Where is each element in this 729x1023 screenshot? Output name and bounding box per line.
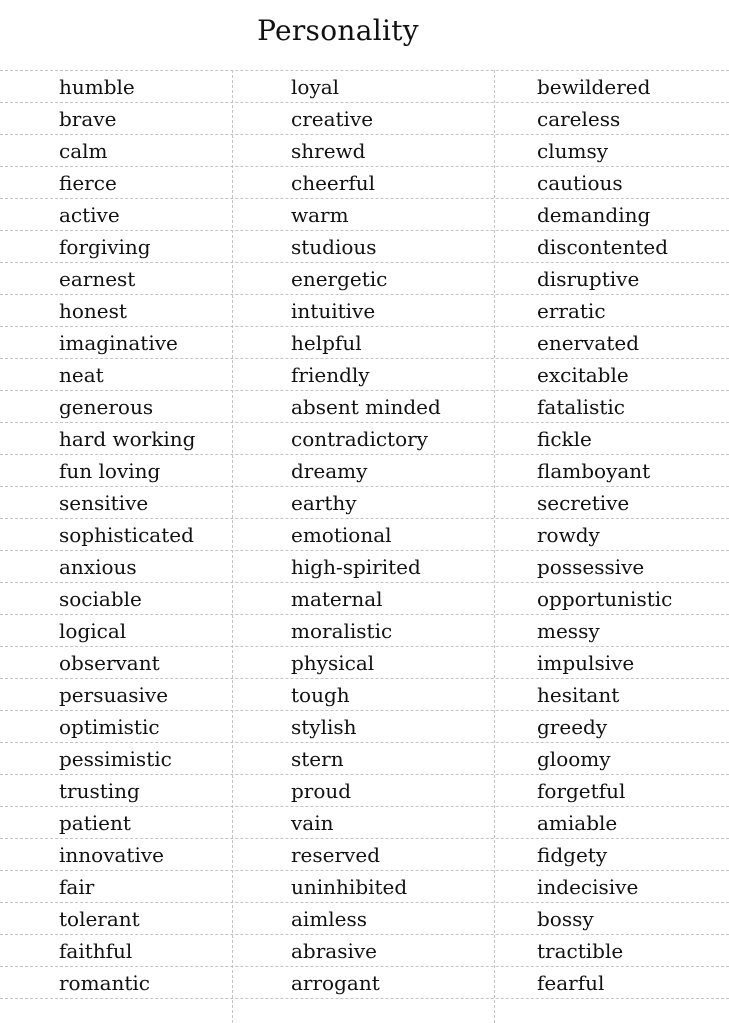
table-row [0,742,729,774]
trait-word: fierce [59,171,117,195]
table-row [0,358,729,390]
trait-word: abrasive [291,939,378,963]
trait-word: earthy [291,491,357,515]
trait-word: flamboyant [537,459,651,483]
table-row [0,806,729,838]
trait-word: possessive [537,555,645,579]
trait-word: opportunistic [537,587,673,611]
table-row [0,934,729,966]
table-row [0,582,729,614]
trait-word: fearful [537,971,605,995]
trait-word: faithful [59,939,133,963]
trait-word: tractible [537,939,624,963]
trait-word: fatalistic [537,395,625,419]
trait-word: arrogant [291,971,380,995]
trait-word: sensitive [59,491,149,515]
trait-word: neat [59,363,104,387]
table-row [0,102,729,134]
trait-word: rowdy [537,523,600,547]
trait-word: enervated [537,331,640,355]
table-row [0,902,729,934]
trait-word: pessimistic [59,747,172,771]
trait-word: clumsy [537,139,609,163]
trait-word: greedy [537,715,608,739]
trait-word: erratic [537,299,606,323]
trait-word: humble [59,75,135,99]
trait-word: discontented [537,235,669,259]
trait-word: hard working [59,427,196,451]
trait-word: shrewd [291,139,366,163]
table-row [0,838,729,870]
trait-word: physical [291,651,375,675]
trait-word: loyal [291,75,340,99]
trait-word: intuitive [291,299,376,323]
trait-word: forgiving [59,235,151,259]
table-row [0,774,729,806]
trait-word: logical [59,619,127,643]
table-row [0,198,729,230]
trait-word: bewildered [537,75,651,99]
table-row [0,262,729,294]
table-row [0,550,729,582]
table-row [0,486,729,518]
trait-word: hesitant [537,683,620,707]
trait-word: innovative [59,843,164,867]
table-row [0,454,729,486]
trait-word: contradictory [291,427,428,451]
trait-word: vain [291,811,334,835]
table-row [0,870,729,902]
trait-word: uninhibited [291,875,408,899]
trait-word: warm [291,203,349,227]
trait-word: forgetful [537,779,626,803]
table-row [0,646,729,678]
trait-word: energetic [291,267,388,291]
table-row [0,390,729,422]
trait-word: high-spirited [291,555,421,579]
table-row [0,294,729,326]
table-row [0,70,729,102]
trait-word: amiable [537,811,618,835]
trait-word: generous [59,395,154,419]
trait-word: demanding [537,203,651,227]
trait-word: romantic [59,971,151,995]
trait-word: imaginative [59,331,178,355]
table-row [0,678,729,710]
trait-word: careless [537,107,621,131]
table-row [0,422,729,454]
table-row [0,614,729,646]
trait-word: fickle [537,427,592,451]
table-row [0,230,729,262]
trait-word: disruptive [537,267,640,291]
trait-word: patient [59,811,131,835]
trait-word: brave [59,107,117,131]
trait-word: fidgety [537,843,608,867]
trait-word: calm [59,139,108,163]
trait-word: earnest [59,267,136,291]
trait-word: anxious [59,555,137,579]
trait-word: cautious [537,171,623,195]
trait-word: friendly [291,363,370,387]
trait-word: reserved [291,843,380,867]
trait-word: persuasive [59,683,169,707]
trait-word: bossy [537,907,594,931]
trait-word: optimistic [59,715,160,739]
trait-word: studious [291,235,377,259]
trait-word: honest [59,299,127,323]
page-title: Personality [257,14,419,47]
word-table [0,70,729,999]
trait-word: dreamy [291,459,368,483]
trait-word: gloomy [537,747,611,771]
trait-word: active [59,203,120,227]
trait-word: impulsive [537,651,635,675]
trait-word: fun loving [59,459,161,483]
trait-word: excitable [537,363,629,387]
table-row [0,966,729,999]
trait-word: stern [291,747,344,771]
trait-word: trusting [59,779,140,803]
trait-word: secretive [537,491,630,515]
trait-word: fair [59,875,95,899]
table-row [0,166,729,198]
trait-word: cheerful [291,171,375,195]
trait-word: indecisive [537,875,639,899]
trait-word: observant [59,651,160,675]
trait-word: stylish [291,715,357,739]
trait-word: creative [291,107,374,131]
trait-word: sophisticated [59,523,194,547]
trait-word: absent minded [291,395,441,419]
trait-word: messy [537,619,600,643]
trait-word: sociable [59,587,142,611]
trait-word: helpful [291,331,362,355]
table-row [0,326,729,358]
table-row [0,518,729,550]
trait-word: aimless [291,907,368,931]
table-row [0,710,729,742]
trait-word: tolerant [59,907,140,931]
trait-word: tough [291,683,350,707]
trait-word: moralistic [291,619,393,643]
trait-word: proud [291,779,352,803]
table-row [0,134,729,166]
trait-word: emotional [291,523,392,547]
trait-word: maternal [291,587,383,611]
